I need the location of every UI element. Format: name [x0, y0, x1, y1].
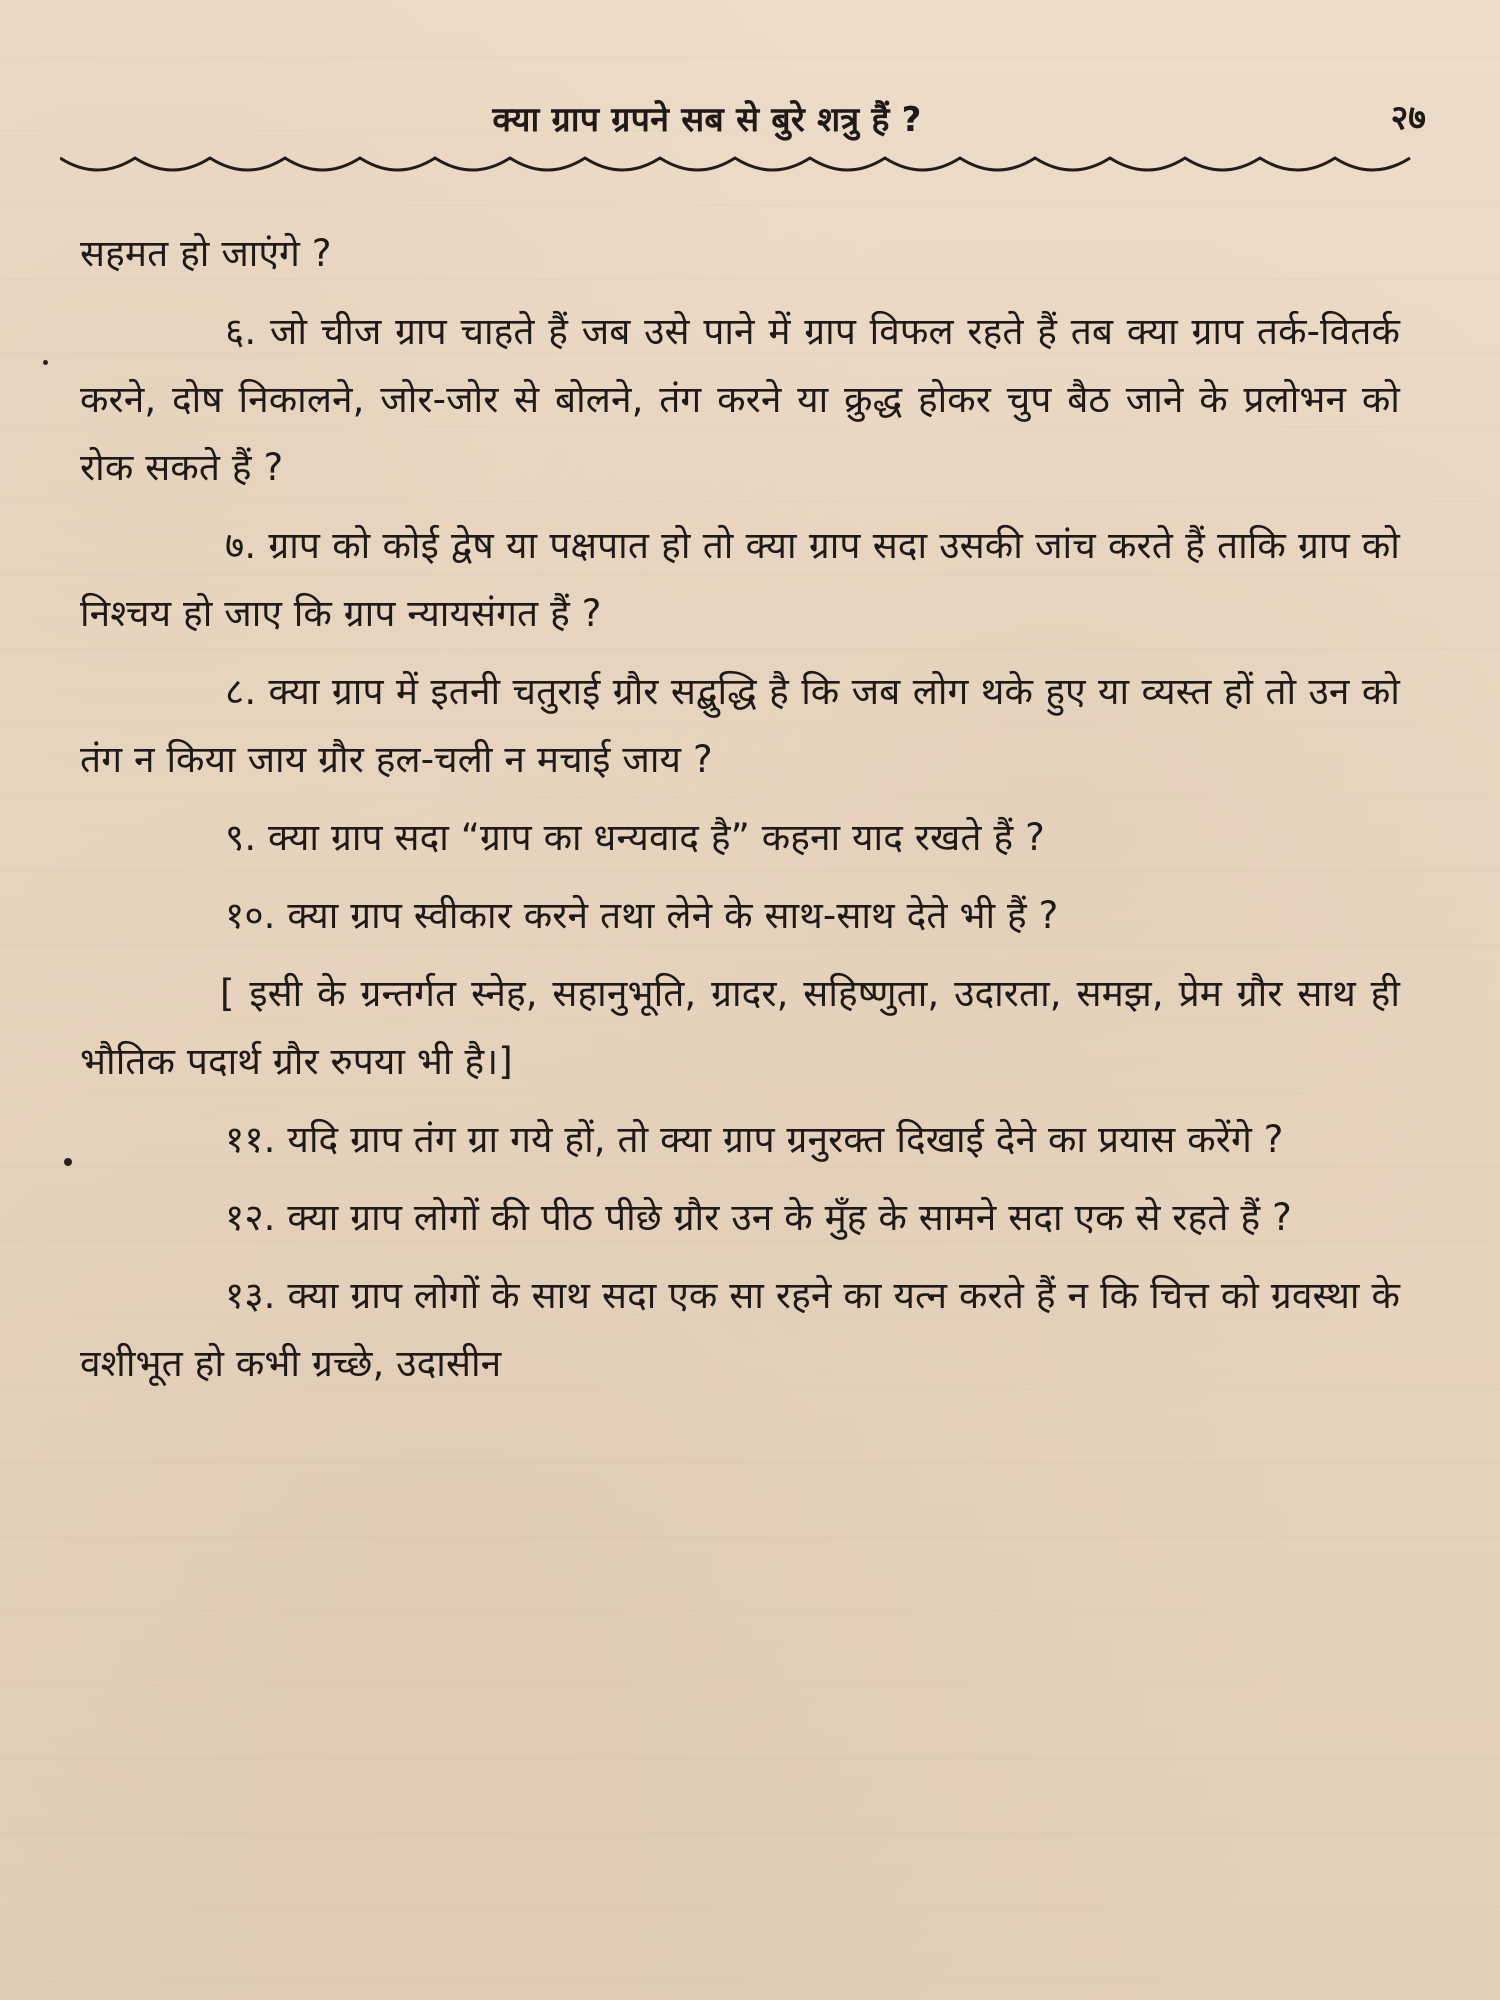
running-title: क्या ग्राप ग्रपने सब से बुरे शत्रु हैं ? — [492, 100, 922, 140]
question-9: ९. क्या ग्राप सदा “ग्राप का धन्यवाद है” कहना याद रखते हैं ? — [225, 816, 1045, 859]
question-7: ७. ग्राप को कोई द्वेष या पक्षपात हो तो क्या ग्राप सदा उसकी जांच करते हैं ताकि ग्राप को निश्चय हो जाए कि ग्राप न्यायसंगत हैं ? — [80, 524, 1400, 635]
bracket-note: [ इसी के ग्रन्तर्गत स्नेह, सहानुभूति, ग्रादर, सहिष्णुता, उदारता, समझ, प्रेम ग्रौर साथ ही भौतिक पदार्थ ग्रौर रुपया भी है।] — [80, 972, 1400, 1083]
header-wave-divider — [60, 146, 1430, 174]
question-12: १२. क्या ग्राप लोगों की पीठ पीछे ग्रौर उन के मुँह के सामने सदा एक से रहते हैं ? — [225, 1196, 1292, 1239]
main-text — [80, 220, 1400, 1408]
page-header — [78, 95, 1426, 139]
paragraph-continuation: सहमत हो जाएंगे ? — [80, 232, 332, 275]
ink-spot — [64, 1158, 72, 1166]
question-13: १३. क्या ग्राप लोगों के साथ सदा एक सा रहने का यत्न करते हैं न कि चित्त को ग्रवस्था के वशीभूत हो कभी ग्रच्छे, उदासीन — [80, 1274, 1400, 1385]
ink-spot — [43, 360, 48, 365]
question-11: ११. यदि ग्राप तंग ग्रा गये हों, तो क्या ग्राप ग्रनुरक्त दिखाई देने का प्रयास करेंगे ? — [225, 1118, 1284, 1161]
question-10: १०. क्या ग्राप स्वीकार करने तथा लेने के साथ-साथ देते भी हैं ? — [225, 894, 1059, 937]
page-number: २७ — [1390, 98, 1426, 138]
question-8: ८. क्या ग्राप में इतनी चतुराई ग्रौर सद्बुद्धि है कि जब लोग थके हुए या व्यस्त हों तो उन को तंग न किया जाय ग्रौर हल-चली न मचाई जाय ? — [80, 670, 1400, 781]
question-6: ६. जो चीज ग्राप चाहते हैं जब उसे पाने में ग्राप विफल रहते हैं तब क्या ग्राप तर्क-वितर्क करने, दोष निकालने, जोर-जोर से बोलने, तंग करने या क्रुद्ध होकर चुप बैठ जाने के प्रलोभन को रोक सकते हैं ? — [80, 310, 1400, 489]
